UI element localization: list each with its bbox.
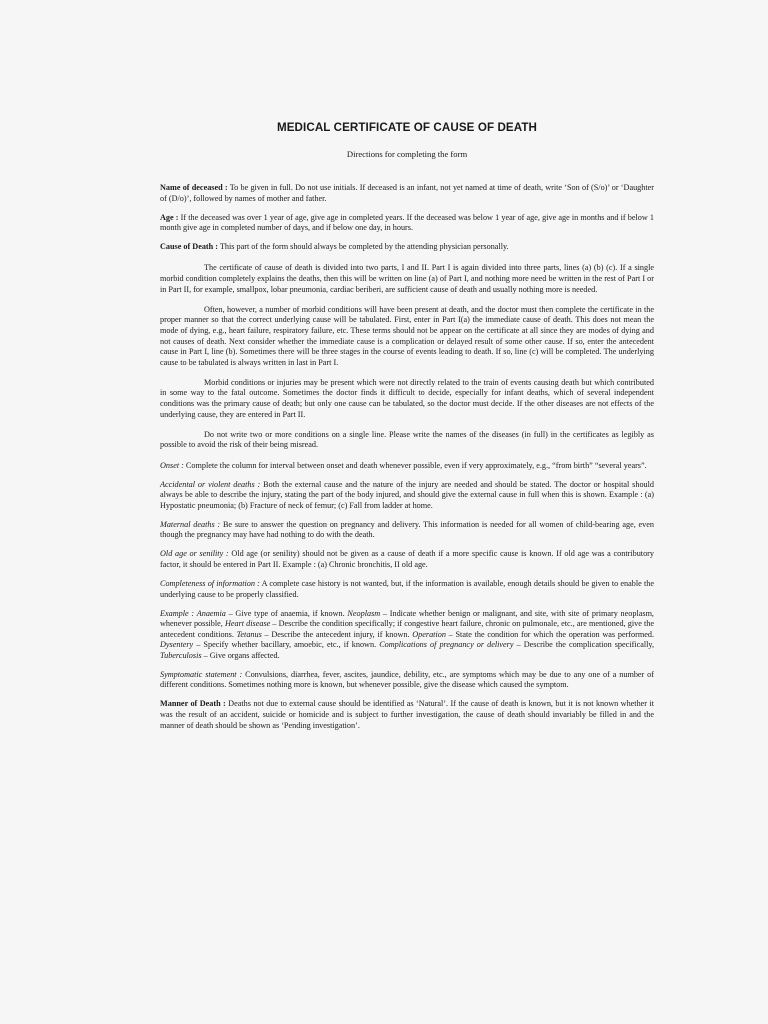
term-accidental-deaths: Accidental or violent deaths : — [160, 479, 261, 489]
text-manner-of-death: Deaths not due to external cause should be identified as ‘Natural’. If the cause of death is known, but it is not known whether it was the result of an accident, suicide or homicide and is subject to further investigation, the cause of death should invariably be filled in and the manner of death should be shown as ‘Pending investigation’. — [160, 699, 655, 730]
paragraph-completeness — [160, 579, 654, 600]
paragraph-symptomatic — [160, 670, 654, 691]
text-completeness: A complete case history is not wanted, but, if the information is available, enough details should be given to enable the underlying cause to be properly classified. — [160, 578, 654, 599]
paragraph-cause-of-death — [160, 242, 654, 253]
text-anaemia: – Give type of anaemia, if known. — [225, 608, 348, 618]
text-accidental-deaths: Both the external cause and the nature of the injury are needed and should be stated. The doctor or hospital should always be able to describe the injury, stating the part of the body injured, and should give the external cause in full when this is shown. Example : (a) Hypostatic pneumonia; (b) Fracture of neck of femur; (c) Fall from ladder at home. — [160, 479, 655, 510]
text-heart-disease: – Describe the condition specifically; if congestive heart failure, chronic on pulmonale, etc., are mentioned, give the antecedent conditions. — [160, 619, 654, 639]
paragraph-maternal-deaths — [160, 520, 654, 541]
paragraph-manner-of-death — [160, 699, 654, 731]
term-cause-of-death: Cause of Death : — [160, 242, 218, 252]
paragraph-often: Often, however, a number of morbid conditions will have been present at death, and the doctor must then complete the certificate in the proper manner so that the correct underlying cause will be tabulated. First, enter in Part I(a) the immediate cause of death. This does not mean the mode of dying, e.g., heart failure, respiratory failure, etc. These terms should not be appear on the certificate at all since they are modes of dying and not causes of death. Next consider whether the immediate cause is a complication or delayed result of some other cause. If so, enter the antecedent cause in Part I, line (b). Sometimes there will be three stages in the course of events leading to death. If so, line (c) will be completed. The underlying cause to be tabulated is always written in last in Part I. — [160, 304, 654, 367]
term-onset: Onset : — [160, 460, 184, 470]
paragraph-certificate-parts: The certificate of cause of death is divided into two parts, I and II. Part I is again divided into three parts, lines (a) (b) (c). If a single morbid condition completely explains the deaths, then this will be written on line (a) of Part I, and nothing more need be written in the rest of Part I or in Part II, for example, smallpox, lobar pneumonia, cardiac beriberi, are sufficient cause of death and usually nothing more is needed. — [160, 263, 654, 294]
document-subtitle: Directions for completing the form — [346, 149, 468, 159]
text-onset: Complete the column for interval between onset and death whenever possible, even if very approximately, e.g., “from birth” “several years”. — [183, 460, 647, 470]
text-age: If the deceased was over 1 year of age, give age in completed years. If the deceased was below 1 year of age, give age in months and if below 1 month give age in completed number of days, and if below one day, in hours. — [160, 212, 654, 233]
text-tuberculosis: – Give organs affected. — [201, 650, 280, 660]
paragraph-do-not-write: Do not write two or more conditions on a single line. Please write the names of the diseases (in full) in the certificates as legibly as possible to avoid the risk of their being misread. — [160, 429, 654, 450]
term-tuberculosis: Tuberculosis — [160, 650, 202, 660]
paragraph-morbid-conditions: Morbid conditions or injuries may be present which were not directly related to the train of events causing death but which contributed in some way to the fatal outcome. Sometimes the doctor finds it difficult to decide, especially for infant deaths, which of several independent conditions was the primary cause of death; but only one cause can be tabulated, so the doctor must decide. If the other diseases are not effects of the underlying cause, they are entered in Part II. — [160, 377, 654, 419]
document-title: MEDICAL CERTIFICATE OF CAUSE OF DEATH — [276, 121, 538, 134]
term-operation: Operation — [412, 629, 446, 639]
term-manner-of-death: Manner of Death : — [160, 699, 226, 709]
paragraph-accidental-deaths — [160, 480, 654, 512]
text-cause-of-death: This part of the form should always be completed by the attending physician personally. — [218, 242, 509, 252]
term-old-age: Old age or senility : — [160, 549, 229, 559]
paragraph-name-of-deceased — [160, 183, 654, 204]
term-neoplasm: Neoplasm — [347, 608, 381, 618]
term-dysentery: Dysentery — [160, 640, 194, 650]
text-old-age: Old age (or senility) should not be given as a cause of death if a more specific cause is known. If old age was a contributory factor, it should be entered in Part II. Example : (a) Chronic bronchitis, II old age. — [160, 549, 654, 569]
term-completeness: Completeness of information : — [160, 578, 260, 588]
term-name-of-deceased: Name of deceased : — [160, 183, 228, 192]
term-symptomatic: Symptomatic statement : — [160, 669, 243, 679]
paragraph-example — [160, 609, 654, 662]
text-symptomatic: Convulsions, diarrhea, fever, ascites, jaundice, debility, etc., are symptoms which may be due to any one of a number of different conditions. Sometimes nothing more is known, but whenever possible, give the disease which caused the symptom. — [160, 669, 654, 690]
text-maternal-deaths: Be sure to answer the question on pregnancy and delivery. This information is needed for all women of child-bearing age, even though the pregnancy may have had nothing to do with the death. — [160, 519, 655, 540]
text-neoplasm: – Indicate whether benign or malignant, and site, with site of primary neoplasm, whenever possible, — [160, 608, 654, 629]
text-complications-pregnancy: – Describe the complication specifically, — [513, 640, 655, 650]
term-age: Age : — [160, 212, 179, 222]
document-body — [160, 121, 654, 740]
text-tetanus: – Describe the antecedent injury, if known. — [261, 629, 413, 639]
paragraph-age — [160, 213, 654, 234]
paragraph-old-age — [160, 549, 654, 570]
text-name-of-deceased: To be given in full. Do not use initials. If deceased is an infant, not yet named at time of death, write ‘Son of (S/o)’ or ‘Daughter of (D/o)’, followed by names of mother and father. — [160, 183, 654, 203]
text-dysentery: – Specify whether bacillary, amoebic, etc., if known. — [193, 640, 380, 650]
term-complications-pregnancy: Complications of pregnancy or delivery — [379, 640, 514, 650]
text-operation: – State the condition for which the operation was performed. — [445, 629, 654, 639]
term-maternal-deaths: Maternal deaths : — [160, 519, 221, 529]
term-anaemia: Example : Anaemia — [160, 608, 226, 618]
term-tetanus: Tetanus — [236, 629, 262, 639]
paragraph-onset — [160, 461, 654, 472]
term-heart-disease: Heart disease — [224, 619, 271, 629]
